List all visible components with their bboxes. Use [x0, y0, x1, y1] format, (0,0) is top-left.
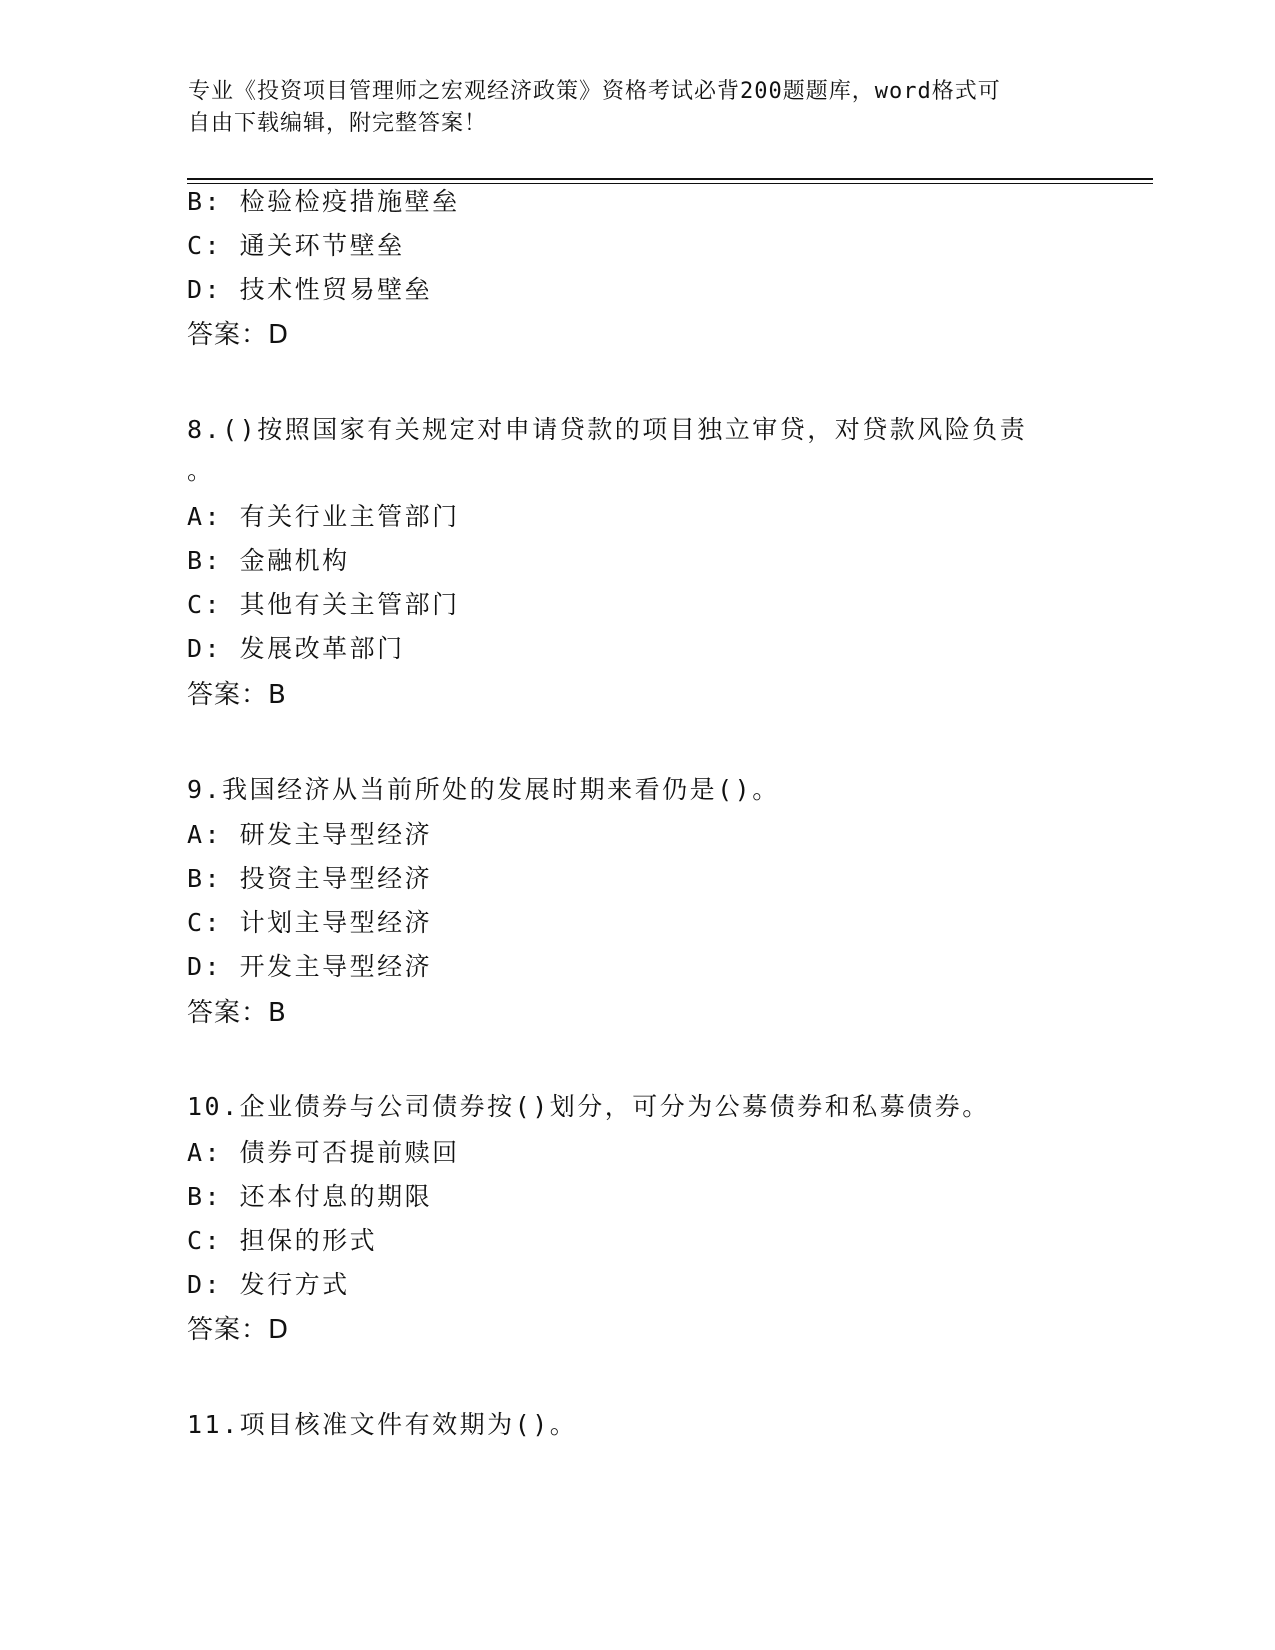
q9-option-c: C: 计划主导型经济: [187, 908, 433, 937]
q9-option-a: A: 研发主导型经济: [187, 820, 433, 849]
q9-option-b: B: 投资主导型经济: [187, 864, 433, 893]
q11-question: 11.项目核准文件有效期为()。: [187, 1410, 578, 1439]
q8-answer: 答案：B: [187, 680, 287, 710]
q8-question-line-1: 8.()按照国家有关规定对申请贷款的项目独立审贷，对贷款风险负责: [187, 415, 1028, 444]
q10-option-a: A: 债券可否提前赎回: [187, 1138, 460, 1167]
q7-option-b: B: 检验检疫措施壁垒: [187, 187, 460, 216]
q8-option-b: B: 金融机构: [187, 546, 350, 575]
q7-answer: 答案：D: [187, 320, 290, 350]
q8-option-c: C: 其他有关主管部门: [187, 590, 460, 619]
q7-option-d: D: 技术性贸易壁垒: [187, 275, 433, 304]
q9-answer: 答案：B: [187, 998, 287, 1028]
header-divider-thick: [187, 178, 1153, 180]
q7-option-c: C: 通关环节壁垒: [187, 231, 405, 260]
q10-answer: 答案：D: [187, 1315, 290, 1345]
header-divider-thin: [187, 183, 1153, 184]
q9-option-d: D: 开发主导型经济: [187, 952, 433, 981]
header-line-1: 专业《投资项目管理师之宏观经济政策》资格考试必背200题题库，word格式可: [188, 79, 1001, 104]
document-header: [188, 76, 1068, 140]
q10-option-d: D: 发行方式: [187, 1270, 350, 1299]
q10-option-c: C: 担保的形式: [187, 1226, 378, 1255]
header-line-2: 自由下载编辑，附完整答案！: [188, 111, 488, 136]
q9-question: 9.我国经济从当前所处的发展时期来看仍是()。: [187, 775, 780, 804]
q8-option-d: D: 发展改革部门: [187, 634, 405, 663]
q8-option-a: A: 有关行业主管部门: [187, 502, 460, 531]
q8-question-line-2: 。: [187, 456, 215, 485]
q10-question: 10.企业债券与公司债券按()划分，可分为公募债券和私募债券。: [187, 1092, 990, 1121]
q10-option-b: B: 还本付息的期限: [187, 1182, 433, 1211]
